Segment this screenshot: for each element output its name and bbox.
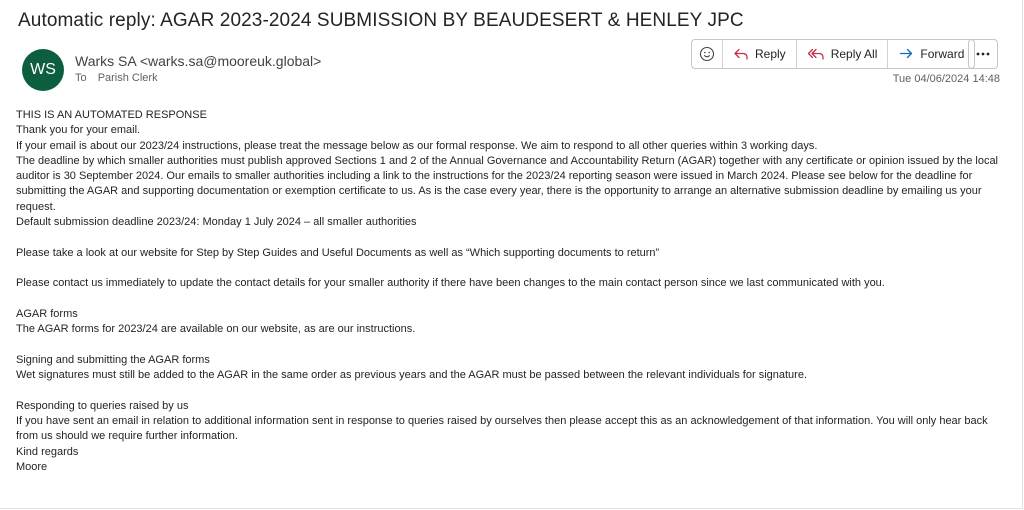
body-line: Please contact us immediately to update the contact details for your smaller authority if there have been changes to the main contact person since we last communicated with you. <box>16 277 885 290</box>
body-line: Kind regards <box>16 445 79 458</box>
forward-icon <box>898 46 914 62</box>
message-actions <box>691 39 975 69</box>
reply-all-button[interactable] <box>796 40 888 68</box>
sender-name[interactable]: Warks SA <warks.sa@mooreuk.global> <box>75 53 322 69</box>
body-paragraph: The deadline by which smaller authorities must publish approved Sections 1 and 2 of the Annual Governance and Accountability Return (AGAR) together with any certificate or opinion issued by the local auditor is 30 September 2024. Our emails to smaller authorities including a link to the instructions for the 2023/24 reporting season were issued in March 2024. Please see below for the deadline for submitting the AGAR and supporting documentation or exemption certificate to us. As is the case every year, there is the opportunity to arrange an alternative submission deadline by emailing us your request. <box>16 154 999 213</box>
body-line: Default submission deadline 2023/24: Monday 1 July 2024 – all smaller authorities <box>16 216 417 229</box>
reply-all-icon <box>807 46 825 62</box>
email-subject: Automatic reply: AGAR 2023-2024 SUBMISSION BY BEAUDESERT & HENLEY JPC <box>18 10 744 31</box>
section-heading: Responding to queries raised by us <box>16 399 189 412</box>
section-heading: AGAR forms <box>16 307 78 320</box>
reply-button[interactable] <box>722 40 796 68</box>
emoji-smile-icon <box>699 46 715 62</box>
body-line: THIS IS AN AUTOMATED RESPONSE <box>16 109 207 121</box>
emoji-reaction-button[interactable] <box>692 40 722 68</box>
recipient-line <box>75 72 158 84</box>
body-paragraph: If you have sent an email in relation to additional information sent in response to queries raised by ourselves then please accept this as an acknowledgement of that information. You will only hear back from us should we require further information. <box>16 414 988 443</box>
sender-avatar[interactable]: WS <box>22 49 64 91</box>
reply-label: Reply <box>755 47 786 61</box>
body-line: Please take a look at our website for Step by Step Guides and Useful Documents as well as “Which supporting documents to return” <box>16 246 660 259</box>
body-line: Thank you for your email. <box>16 124 141 137</box>
message-timestamp: Tue 04/06/2024 14:48 <box>892 73 1000 85</box>
section-heading: Signing and submitting the AGAR forms <box>16 353 210 366</box>
more-options-button[interactable] <box>968 39 998 69</box>
body-line: If your email is about our 2023/24 instructions, please treat the message below as our formal response. We aim to respond to all other queries within 3 working days. <box>16 139 818 152</box>
reply-all-label: Reply All <box>830 47 878 61</box>
reply-icon <box>733 46 749 62</box>
body-line: Moore <box>16 460 48 473</box>
body-line: Wet signatures must still be added to the AGAR in the same order as previous years and the AGAR must be passed between the relevant individuals for signature. <box>16 369 808 382</box>
body-line: The AGAR forms for 2023/24 are available on our website, as are our instructions. <box>16 323 416 336</box>
to-label: To <box>75 72 87 84</box>
message-body <box>16 108 1006 475</box>
recipient-name[interactable]: Parish Clerk <box>97 72 158 84</box>
forward-button[interactable] <box>887 40 974 68</box>
more-options-icon <box>975 51 991 57</box>
forward-label: Forward <box>920 47 965 61</box>
